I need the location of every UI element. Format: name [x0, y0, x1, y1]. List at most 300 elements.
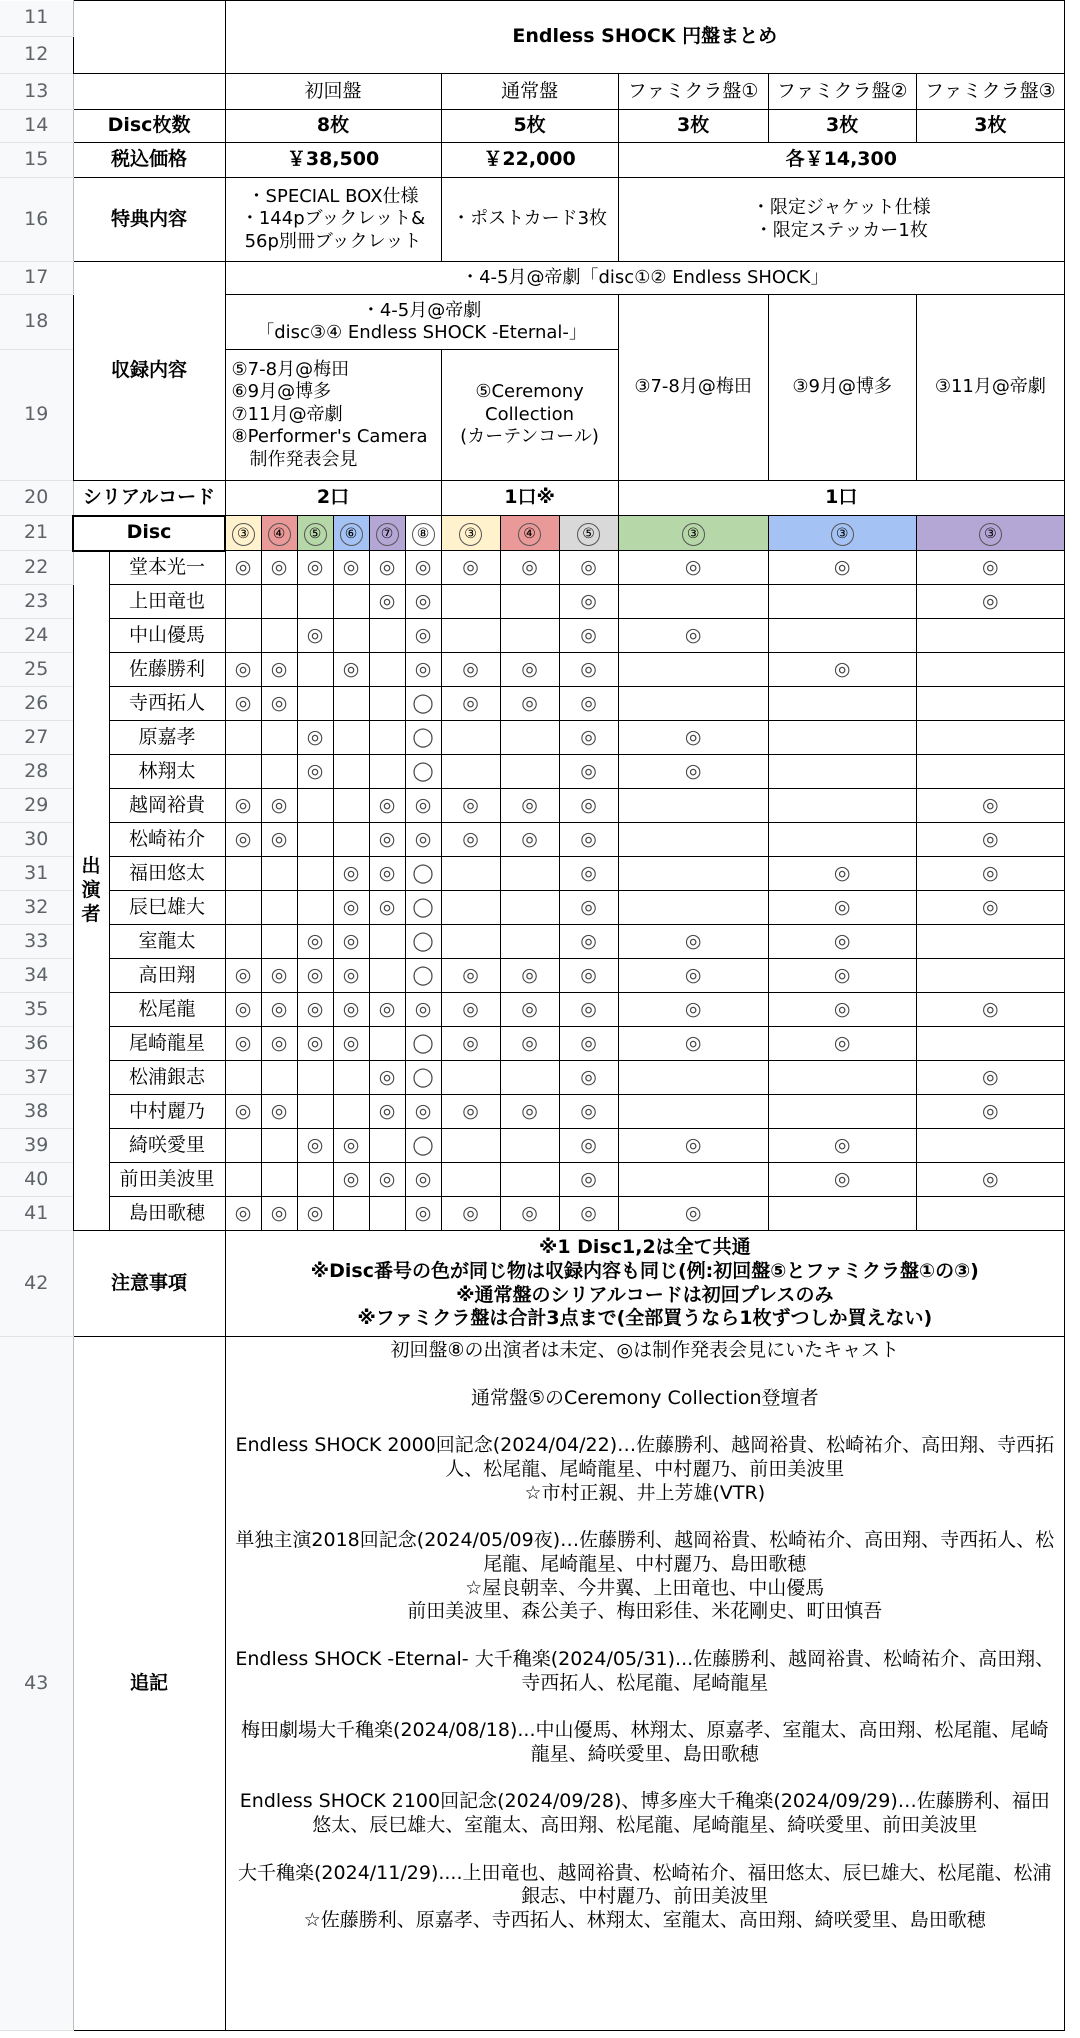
- appearance-mark: [441, 891, 500, 925]
- appearance-mark: [261, 619, 297, 653]
- appearance-mark: [500, 857, 559, 891]
- appearance-mark: [768, 1095, 916, 1129]
- row-header[interactable]: 12: [0, 37, 73, 74]
- appearance-mark: [261, 1163, 297, 1197]
- appearance-mark: [768, 1197, 916, 1231]
- table-row: [0, 687, 1065, 721]
- appearance-mark: [768, 1061, 916, 1095]
- price-regular: ￥22,000: [441, 143, 618, 178]
- row-header[interactable]: 34: [0, 959, 73, 993]
- appearance-mark: [369, 687, 405, 721]
- appearance-mark: [369, 755, 405, 789]
- appearance-mark: ◯: [405, 1061, 441, 1095]
- contents-famikura-1: ③7-8月@梅田: [618, 295, 768, 481]
- appearance-mark: [500, 755, 559, 789]
- appearance-mark: ◎: [768, 925, 916, 959]
- appearance-mark: [500, 925, 559, 959]
- edition-famikura-1: ファミクラ盤①: [618, 74, 768, 110]
- row-header[interactable]: 23: [0, 585, 73, 619]
- cast-name: 前田美波里: [109, 1163, 225, 1197]
- disc-number-badge: ④: [518, 523, 541, 546]
- appearance-mark: [261, 857, 297, 891]
- row-header[interactable]: 39: [0, 1129, 73, 1163]
- appearance-mark: [297, 891, 333, 925]
- cast-name: 越岡裕貴: [109, 789, 225, 823]
- appearance-mark: ◎: [618, 1027, 768, 1061]
- appearance-mark: ◯: [405, 755, 441, 789]
- appearance-mark: [618, 789, 768, 823]
- page-title: Endless SHOCK 円盤まとめ: [225, 1, 1064, 74]
- appearance-mark: ◎: [559, 585, 618, 619]
- table-row: [0, 959, 1065, 993]
- disc-number-badge: ⑦: [376, 523, 399, 546]
- appearance-mark: ◯: [405, 891, 441, 925]
- appearance-mark: ◎: [297, 1197, 333, 1231]
- appearance-mark: [768, 687, 916, 721]
- appearance-mark: ◎: [297, 721, 333, 755]
- appearance-mark: ◎: [500, 1095, 559, 1129]
- cast-name: 中山優馬: [109, 619, 225, 653]
- disc-number-badge: ⑤: [577, 523, 600, 546]
- appearance-mark: [618, 1061, 768, 1095]
- appearance-mark: [441, 619, 500, 653]
- appearance-mark: ◎: [559, 1197, 618, 1231]
- appearance-mark: [333, 789, 369, 823]
- disc-header-cell: [333, 516, 369, 551]
- appearance-mark: ◎: [916, 823, 1064, 857]
- serial-label: シリアルコード: [73, 481, 225, 516]
- appearance-mark: [916, 721, 1064, 755]
- appearance-mark: [297, 653, 333, 687]
- appearance-mark: ◎: [618, 1197, 768, 1231]
- appearance-mark: ◎: [369, 857, 405, 891]
- performers-label: 出 演 者: [73, 551, 109, 1231]
- row-header[interactable]: 42: [0, 1231, 73, 1337]
- appearance-mark: ◯: [405, 721, 441, 755]
- appearance-mark: [297, 857, 333, 891]
- serial-regular: 1口※: [441, 481, 618, 516]
- appearance-mark: ◎: [225, 653, 261, 687]
- appearance-mark: ◎: [559, 959, 618, 993]
- appearance-mark: [369, 1027, 405, 1061]
- edition-regular: 通常盤: [441, 74, 618, 110]
- appearance-mark: [225, 721, 261, 755]
- appearance-mark: ◎: [500, 823, 559, 857]
- appearance-mark: [261, 1129, 297, 1163]
- appearance-mark: ◎: [559, 993, 618, 1027]
- row-header[interactable]: 26: [0, 687, 73, 721]
- appearance-mark: [618, 653, 768, 687]
- appearance-mark: ◎: [768, 857, 916, 891]
- appearance-mark: [500, 1061, 559, 1095]
- row-header[interactable]: 31: [0, 857, 73, 891]
- appearance-mark: [916, 619, 1064, 653]
- appearance-mark: ◎: [405, 993, 441, 1027]
- edition-famikura-3: ファミクラ盤③: [916, 74, 1064, 110]
- contents-label: 収録内容: [73, 262, 225, 481]
- cast-name: 福田悠太: [109, 857, 225, 891]
- row-header[interactable]: 13: [0, 74, 73, 110]
- appearance-mark: [618, 1163, 768, 1197]
- appearance-mark: ◎: [618, 721, 768, 755]
- contents-eternal: ・4-5月@帝劇 「disc③④ Endless SHOCK -Eternal-」: [225, 295, 618, 350]
- appearance-mark: ◎: [297, 1129, 333, 1163]
- table-row: [0, 551, 1065, 585]
- row-header[interactable]: 20: [0, 481, 73, 516]
- appearance-mark: [768, 721, 916, 755]
- appearance-mark: ◎: [916, 891, 1064, 925]
- appearance-mark: [441, 925, 500, 959]
- appearance-mark: ◎: [225, 687, 261, 721]
- appearance-mark: ◎: [559, 653, 618, 687]
- appearance-mark: [500, 1129, 559, 1163]
- disc-number-badge: ⑧: [412, 523, 435, 546]
- appearance-mark: [916, 1027, 1064, 1061]
- disc-header-cell: [369, 516, 405, 551]
- disc-header-cell: [559, 516, 618, 551]
- appearance-mark: ◯: [405, 1129, 441, 1163]
- appearance-mark: ◎: [768, 993, 916, 1027]
- appearance-mark: ◎: [500, 789, 559, 823]
- appearance-mark: ◯: [405, 857, 441, 891]
- appearance-mark: ◎: [261, 551, 297, 585]
- cast-name: 上田竜也: [109, 585, 225, 619]
- appearance-mark: ◎: [768, 1129, 916, 1163]
- table-row: [0, 891, 1065, 925]
- row-header[interactable]: 18: [0, 295, 73, 350]
- cast-name: 高田翔: [109, 959, 225, 993]
- appearance-mark: [500, 585, 559, 619]
- appearance-mark: [369, 721, 405, 755]
- edition-label-cell: [73, 74, 225, 110]
- appearance-mark: ◎: [916, 1061, 1064, 1095]
- price-famikura: 各￥14,300: [618, 143, 1064, 178]
- table-row: [0, 653, 1065, 687]
- appearance-mark: [768, 619, 916, 653]
- appearance-mark: ◎: [441, 1197, 500, 1231]
- contents-common: ・4-5月@帝劇「disc①② Endless SHOCK」: [225, 262, 1064, 295]
- appearance-mark: ◎: [225, 551, 261, 585]
- appearance-mark: [333, 755, 369, 789]
- appearance-mark: ◎: [405, 789, 441, 823]
- appearance-mark: ◎: [225, 993, 261, 1027]
- appearance-mark: ◎: [559, 687, 618, 721]
- appearance-mark: ◎: [369, 1163, 405, 1197]
- appearance-mark: [916, 925, 1064, 959]
- disc-number-badge: ⑤: [304, 523, 327, 546]
- appearance-mark: ◎: [441, 653, 500, 687]
- appearance-mark: ◎: [405, 1163, 441, 1197]
- disc-number-badge: ⑥: [340, 523, 363, 546]
- table-row: [0, 789, 1065, 823]
- cast-name: 辰巳雄大: [109, 891, 225, 925]
- postscript-text: 初回盤⑧の出演者は未定、◎は制作発表会見にいたキャスト 通常盤⑤のCeremony Collection登壇者 Endless SHOCK 2000回記念(2024/04/22)…佐藤勝利、越岡裕貴、松崎祐介、高田翔、寺西拓人、松尾龍、尾崎龍星、中村麗乃、前田美波里 ☆市村正親、井上芳雄(VTR) 単独主演2018回記念(2024/05/09夜)…佐藤勝利、越岡裕貴、松崎祐介、高田翔、寺西拓人、松尾龍、尾崎龍星、中村麗乃、島田歌穂 ☆屋良朝幸、今井翼、上田竜也、中山優馬 前田美波里、森公美子、梅田彩佳、米花剛史、町田慎吾 Endless SHOCK -Eternal- 大千穐楽(2024/05/31)...佐藤勝利、越岡裕貴、松崎祐介、高田翔、寺西拓人、松尾龍、尾崎龍星 梅田劇場大千穐楽(2024/08/18)...中山優馬、林翔太、原嘉孝、室龍太、高田翔、松尾龍、尾崎龍星、綺咲愛里、島田歌穂 Endless SHOCK 2100回記念(2024/09/28)、博多座大千穐楽(2024/09/29)…佐藤勝利、福田悠太、辰巳雄大、室龍太、高田翔、松尾龍、尾崎龍星、綺咲愛里、前田美波里 大千穐楽(2024/11/29)....上田竜也、越岡裕貴、松崎祐介、福田悠太、辰巳雄大、松尾龍、松浦銀志、中村麗乃、前田美波里 ☆佐藤勝利、原嘉孝、寺西拓人、林翔太、室龍太、高田翔、綺咲愛里、島田歌穂: [225, 1337, 1064, 2031]
- cast-name: 堂本光一: [109, 551, 225, 585]
- row-header[interactable]: 11: [0, 1, 73, 37]
- disc-header-cell: [225, 516, 261, 551]
- row-header[interactable]: 27: [0, 721, 73, 755]
- table-row: [0, 1095, 1065, 1129]
- disc-number-badge: ④: [268, 523, 291, 546]
- row-header[interactable]: 28: [0, 755, 73, 789]
- row-header[interactable]: 22: [0, 551, 73, 585]
- cast-name: 林翔太: [109, 755, 225, 789]
- appearance-mark: [297, 585, 333, 619]
- row-header[interactable]: 43: [0, 1337, 73, 2031]
- row-header[interactable]: 37: [0, 1061, 73, 1095]
- appearance-mark: ◎: [768, 1163, 916, 1197]
- row-header[interactable]: 33: [0, 925, 73, 959]
- appearance-mark: [500, 891, 559, 925]
- appearance-mark: ◎: [369, 1095, 405, 1129]
- appearance-mark: ◎: [369, 823, 405, 857]
- bonus-regular: ・ポストカード3枚: [441, 178, 618, 262]
- appearance-mark: ◎: [916, 585, 1064, 619]
- appearance-mark: ◎: [559, 551, 618, 585]
- appearance-mark: ◎: [333, 551, 369, 585]
- cast-name: 室龍太: [109, 925, 225, 959]
- appearance-mark: ◎: [225, 1197, 261, 1231]
- appearance-mark: ◎: [500, 993, 559, 1027]
- appearance-mark: [768, 823, 916, 857]
- row-header[interactable]: 21: [0, 516, 73, 551]
- appearance-mark: [261, 891, 297, 925]
- table-row: [0, 755, 1065, 789]
- notes-text: ※1 Disc1,2は全て共通 ※Disc番号の色が同じ物は収録内容も同じ(例:初回盤⑤とファミクラ盤①の③) ※通常盤のシリアルコードは初回プレスのみ ※ファミクラ盤は合計3点まで(全部買うなら1枚ずつしか買えない): [225, 1231, 1064, 1337]
- disc-number-badge: ③: [232, 523, 255, 546]
- appearance-mark: [333, 823, 369, 857]
- appearance-mark: ◎: [261, 1027, 297, 1061]
- appearance-mark: ◎: [500, 1027, 559, 1061]
- appearance-mark: ◎: [261, 993, 297, 1027]
- row-header[interactable]: 17: [0, 262, 73, 295]
- appearance-mark: ◎: [333, 857, 369, 891]
- table-row: [0, 993, 1065, 1027]
- appearance-mark: ◎: [333, 959, 369, 993]
- appearance-mark: [500, 721, 559, 755]
- disc-number-badge: ③: [682, 523, 705, 546]
- appearance-mark: [333, 1061, 369, 1095]
- appearance-mark: [768, 585, 916, 619]
- appearance-mark: [225, 925, 261, 959]
- disc-header-cell: [441, 516, 500, 551]
- table-row: [0, 1061, 1065, 1095]
- appearance-mark: ◎: [559, 755, 618, 789]
- appearance-mark: ◎: [333, 891, 369, 925]
- appearance-mark: ◎: [441, 823, 500, 857]
- disc-header-cell: [916, 516, 1064, 551]
- cast-name: 原嘉孝: [109, 721, 225, 755]
- appearance-mark: [369, 1197, 405, 1231]
- serial-first: 2口: [225, 481, 441, 516]
- appearance-mark: ◎: [405, 619, 441, 653]
- appearance-mark: ◎: [559, 823, 618, 857]
- appearance-mark: ◎: [500, 687, 559, 721]
- appearance-mark: ◎: [441, 1027, 500, 1061]
- appearance-mark: ◎: [369, 891, 405, 925]
- disc-count-first: 8枚: [225, 110, 441, 143]
- disc-count-famikura-1: 3枚: [618, 110, 768, 143]
- appearance-mark: ◎: [405, 823, 441, 857]
- appearance-mark: [916, 687, 1064, 721]
- row-header[interactable]: 29: [0, 789, 73, 823]
- appearance-mark: ◎: [559, 925, 618, 959]
- appearance-mark: ◎: [768, 959, 916, 993]
- row-header[interactable]: 40: [0, 1163, 73, 1197]
- appearance-mark: ◎: [768, 551, 916, 585]
- appearance-mark: [261, 925, 297, 959]
- row-header[interactable]: 41: [0, 1197, 73, 1231]
- appearance-mark: [369, 959, 405, 993]
- row-header[interactable]: 19: [0, 350, 73, 481]
- appearance-mark: [225, 585, 261, 619]
- appearance-mark: [618, 823, 768, 857]
- appearance-mark: [441, 585, 500, 619]
- contents-regular-rest: ⑤Ceremony Collection (カーテンコール): [441, 350, 618, 481]
- appearance-mark: [916, 653, 1064, 687]
- notes-label: 注意事項: [73, 1231, 225, 1337]
- appearance-mark: ◎: [333, 1163, 369, 1197]
- disc-label: Disc: [73, 516, 225, 551]
- appearance-mark: [297, 789, 333, 823]
- appearance-mark: [225, 619, 261, 653]
- appearance-mark: ◯: [405, 925, 441, 959]
- appearance-mark: ◎: [768, 1027, 916, 1061]
- title-label-cell: [73, 1, 225, 74]
- appearance-mark: ◯: [405, 959, 441, 993]
- appearance-mark: ◎: [559, 1129, 618, 1163]
- cast-name: 島田歌穂: [109, 1197, 225, 1231]
- appearance-mark: [369, 1129, 405, 1163]
- appearance-mark: ◎: [261, 959, 297, 993]
- appearance-mark: [261, 1061, 297, 1095]
- appearance-mark: ◎: [559, 1163, 618, 1197]
- appearance-mark: ◎: [618, 619, 768, 653]
- appearance-mark: ◎: [500, 959, 559, 993]
- cast-name: 松尾龍: [109, 993, 225, 1027]
- appearance-mark: ◎: [261, 1095, 297, 1129]
- appearance-mark: ◎: [333, 1129, 369, 1163]
- edition-first: 初回盤: [225, 74, 441, 110]
- appearance-mark: ◎: [297, 925, 333, 959]
- appearance-mark: [333, 619, 369, 653]
- appearance-mark: [441, 1129, 500, 1163]
- appearance-mark: ◎: [225, 1095, 261, 1129]
- bonus-famikura: ・限定ジャケット仕様 ・限定ステッカー1枚: [618, 178, 1064, 262]
- appearance-mark: ◎: [261, 653, 297, 687]
- appearance-mark: [500, 1163, 559, 1197]
- appearance-mark: ◎: [261, 687, 297, 721]
- appearance-mark: ◎: [297, 619, 333, 653]
- table-body: [0, 1, 1065, 2031]
- appearance-mark: ◎: [405, 551, 441, 585]
- row-header[interactable]: 32: [0, 891, 73, 925]
- appearance-mark: [441, 721, 500, 755]
- appearance-mark: [225, 1061, 261, 1095]
- table-row: [0, 585, 1065, 619]
- row-header[interactable]: 15: [0, 143, 73, 178]
- row-header[interactable]: 30: [0, 823, 73, 857]
- appearance-mark: ◎: [916, 789, 1064, 823]
- appearance-mark: ◎: [297, 551, 333, 585]
- appearance-mark: ◎: [441, 789, 500, 823]
- appearance-mark: ◎: [441, 959, 500, 993]
- appearance-mark: [916, 1129, 1064, 1163]
- appearance-mark: [618, 891, 768, 925]
- appearance-mark: ◎: [369, 1061, 405, 1095]
- appearance-mark: ◎: [405, 1197, 441, 1231]
- appearance-mark: [333, 1095, 369, 1129]
- disc-count-label: Disc枚数: [73, 110, 225, 143]
- appearance-mark: [297, 1095, 333, 1129]
- appearance-mark: ◎: [500, 551, 559, 585]
- edition-famikura-2: ファミクラ盤②: [768, 74, 916, 110]
- appearance-mark: [916, 755, 1064, 789]
- appearance-mark: ◎: [916, 857, 1064, 891]
- price-first: ￥38,500: [225, 143, 441, 178]
- appearance-mark: [618, 585, 768, 619]
- disc-header-cell: [261, 516, 297, 551]
- cast-name: 中村麗乃: [109, 1095, 225, 1129]
- appearance-mark: ◎: [297, 1027, 333, 1061]
- appearance-mark: ◎: [618, 551, 768, 585]
- table-row: [0, 1129, 1065, 1163]
- cast-name: 寺西拓人: [109, 687, 225, 721]
- appearance-mark: ◎: [559, 891, 618, 925]
- cast-name: 尾崎龍星: [109, 1027, 225, 1061]
- row-header[interactable]: 16: [0, 178, 73, 262]
- postscript-label: 追記: [73, 1337, 225, 2031]
- appearance-mark: [297, 1061, 333, 1095]
- appearance-mark: [261, 755, 297, 789]
- bonus-first: ・SPECIAL BOX仕様 ・144pブックレット& 56p別冊ブックレット: [225, 178, 441, 262]
- contents-famikura-3: ③11月@帝劇: [916, 295, 1064, 481]
- disc-header-cell: [500, 516, 559, 551]
- appearance-mark: ◎: [333, 925, 369, 959]
- table-row: [0, 925, 1065, 959]
- row-header[interactable]: 14: [0, 110, 73, 143]
- row-header[interactable]: 35: [0, 993, 73, 1027]
- table-row: [0, 1197, 1065, 1231]
- appearance-mark: ◎: [559, 857, 618, 891]
- row-header[interactable]: 25: [0, 653, 73, 687]
- appearance-mark: ◎: [618, 1129, 768, 1163]
- appearance-mark: [441, 857, 500, 891]
- row-header[interactable]: 36: [0, 1027, 73, 1061]
- row-header[interactable]: 24: [0, 619, 73, 653]
- appearance-mark: ◎: [916, 1163, 1064, 1197]
- appearance-mark: ◎: [500, 653, 559, 687]
- appearance-mark: [333, 1197, 369, 1231]
- appearance-mark: ◎: [441, 551, 500, 585]
- appearance-mark: ◎: [261, 823, 297, 857]
- appearance-mark: [441, 1061, 500, 1095]
- appearance-mark: ◎: [768, 891, 916, 925]
- appearance-mark: [333, 687, 369, 721]
- disc-count-famikura-2: 3枚: [768, 110, 916, 143]
- appearance-mark: [768, 755, 916, 789]
- cast-name: 松浦銀志: [109, 1061, 225, 1095]
- appearance-mark: [618, 687, 768, 721]
- appearance-mark: ◎: [369, 993, 405, 1027]
- appearance-mark: ◎: [261, 1197, 297, 1231]
- row-header[interactable]: 38: [0, 1095, 73, 1129]
- appearance-mark: ◎: [405, 1095, 441, 1129]
- appearance-mark: ◯: [405, 687, 441, 721]
- appearance-mark: ◎: [916, 993, 1064, 1027]
- appearance-mark: [297, 1163, 333, 1197]
- contents-first-rest: ⑤7-8月@梅田 ⑥9月@博多 ⑦11月@帝劇 ⑧Performer's Camera 制作発表会見: [225, 350, 441, 481]
